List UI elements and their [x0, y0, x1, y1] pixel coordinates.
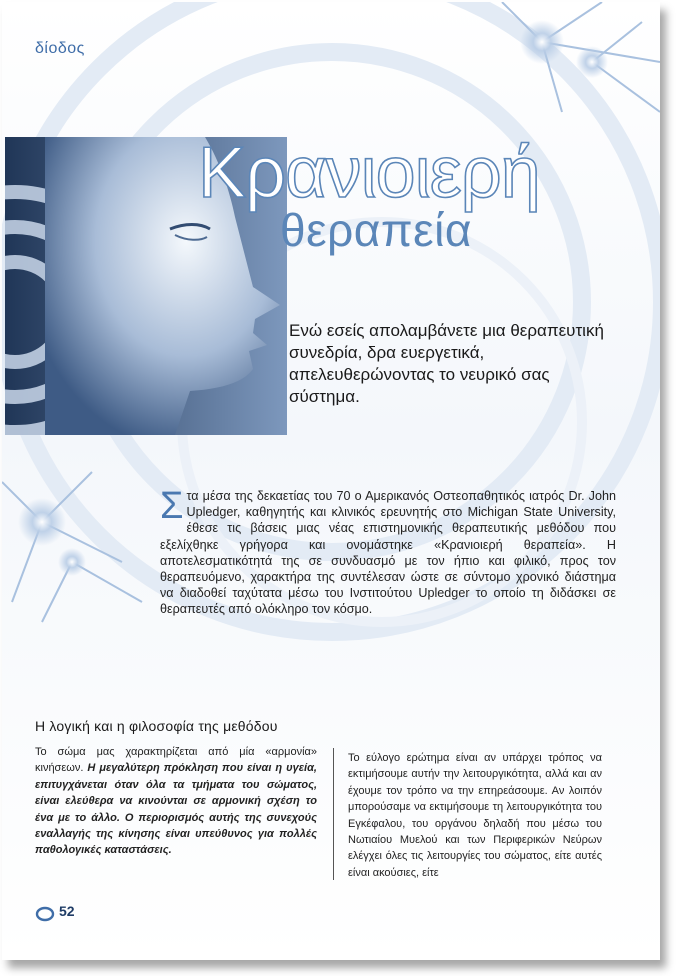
section-tag: δίοδος: [35, 40, 85, 57]
column-left: [35, 744, 317, 859]
lead-paragraph: Ενώ εσείς απολαμβάνετε μια θεραπευτική συνεδρία, δρα ευεργετικά, απελευθερώνοντας το νευρικό σας σύστημα.: [289, 321, 604, 406]
column-divider: [333, 748, 334, 880]
intro-text: τα μέσα της δεκαετίας του 70 ο Αμερικανός Οστεοπαθητικός ιατρός Dr. John Upledger, καθηγητής και κλινικός ερευνητής στο Michigan State University, έθεσε τις βάσεις μιας νέας επιστημονικής θεραπευτικής μεθόδου που εξελίχθηκε γρήγορα και ονομάστηκε «Κρανιοιερή θεραπεία». Η αποτελεσματικότητά της σε συνδυασμό με τον ήπιο και φιλικό, προς τον θεραπευόμενο, χαρακτήρα της συντέλεσαν ώστε σε σύντομο χρονικό διάστημα να διαδοθεί ταχύτατα μέσω του Ινστιτούτου Upledger το οποίο τη διδάσκει σε θεραπευτές από ολόκληρο τον κόσμο.: [160, 489, 616, 617]
column-right: Το εύλογο ερώτημα είναι αν υπάρχει τρόπος να εκτιμήσουμε αυτήν την λειτουργικότητα, αλλά και αν έχουμε τον τρόπο να την επηρεάσουμε. Αν λοιπόν μπορούσαμε να εκτιμήσουμε τη λειτουργικότητα του Εγκέφαλου, του οργάνου δηλαδή που μέσω του Νωτιαίου Μυελού και των Περιφερικών Νεύρων ελέγχει όλες τις λειτουργίες του σώματος, είτε αυτές είναι ακούσιες, είτε: [348, 752, 602, 879]
article-title-line1: Κρανιοιερή: [198, 133, 540, 213]
page-marker-icon: [35, 906, 55, 922]
section-heading: Η λογική και η φιλοσοφία της μεθόδου: [35, 718, 278, 734]
intro-paragraph: [160, 485, 616, 618]
article-title-line2: θεραπεία: [280, 204, 472, 256]
column-left-emphasis: Η μεγαλύτερη πρόκληση που είναι η υγεία, επιτυγχάνεται όταν όλα τα τμήματα του σώματος, είναι ελεύθερα να κινούνται σε αρμονική σχέση το ένα με το άλλο. Ο περιορισμός αυτής της συνεχούς εναλλαγής της κίνησης είναι υπεύθυνος για πολλές παθολογικές καταστάσεις.: [35, 762, 317, 857]
drop-cap: Σ: [160, 485, 184, 527]
page-number: 52: [59, 903, 75, 919]
magazine-page: [2, 2, 660, 960]
column-left-text: Το σώμα μας χαρακτηρίζεται από μία «αρμονία» κινήσεων.: [35, 746, 317, 775]
